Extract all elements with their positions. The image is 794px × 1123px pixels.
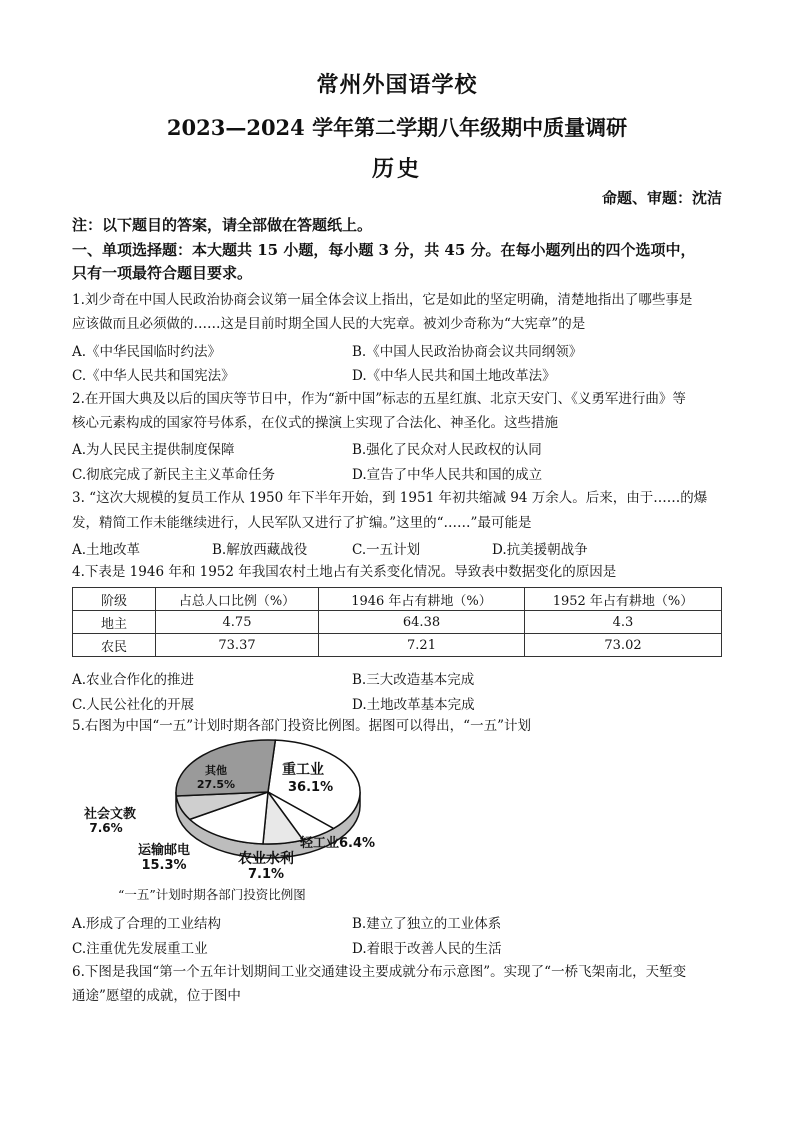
label-culture-value: 7.6%	[89, 821, 123, 835]
q1-option-a: A.《中华民国临时约法》	[72, 344, 222, 360]
table-cell: 地主	[73, 611, 156, 634]
table-cell: 64.38	[319, 611, 525, 634]
q2-stem-line2: 核心元素构成的国家符号体系，在仪式的操演上实现了合法化、神圣化。这些措施	[72, 415, 558, 431]
chart-caption: “一五”计划时期各部门投资比例图	[118, 887, 306, 902]
table-header-cell: 1946 年占有耕地（%）	[319, 588, 525, 611]
table-header-cell: 占总人口比例（%）	[156, 588, 319, 611]
investment-pie-chart	[68, 730, 408, 880]
q5-option-b: B.建立了独立的工业体系	[352, 916, 502, 932]
q2-option-d: D.宣告了中华人民共和国的成立	[352, 467, 543, 483]
section-heading-line2: 只有一项最符合题目要求。	[72, 264, 253, 282]
label-other-name: 其他	[205, 764, 227, 777]
table-cell: 7.21	[319, 634, 525, 657]
q3-option-a: A.土地改革	[72, 542, 141, 558]
label-agriculture-value: 7.1%	[247, 867, 285, 880]
label-transport-value: 15.3%	[141, 858, 187, 873]
q3-stem-line2: 发，精简工作未能继续进行，人民军队又进行了扩编。”这里的“……”最可能是	[72, 515, 532, 531]
table-cell: 4.75	[156, 611, 319, 634]
q5-option-c: C.注重优先发展重工业	[72, 941, 208, 957]
q4-option-b: B.三大改造基本完成	[352, 672, 475, 688]
subject-title: 历史	[371, 156, 422, 182]
q1-option-c: C.《中华人民共和国宪法》	[72, 368, 235, 384]
label-other-value: 27.5%	[196, 778, 236, 791]
school-name: 常州外国语学校	[316, 72, 478, 98]
q1-option-d: D.《中华人民共和国土地改革法》	[352, 368, 556, 384]
land-table	[72, 587, 722, 657]
q5-option-d: D.着眼于改善人民的生活	[352, 941, 502, 957]
q2-option-b: B.强化了民众对人民政权的认同	[352, 442, 542, 458]
table-cell: 73.37	[156, 634, 319, 657]
table-row	[73, 611, 722, 634]
table-row	[73, 634, 722, 657]
table-cell: 73.02	[525, 634, 722, 657]
label-culture-name: 社会文教	[83, 807, 137, 822]
q2-option-c: C.彻底完成了新民主主义革命任务	[72, 467, 276, 483]
label-agriculture-name: 农业水利	[238, 851, 294, 867]
label-transport-name: 运输邮电	[137, 843, 191, 858]
q3-option-d: D.抗美援朝战争	[492, 542, 588, 558]
q3-option-b: B.解放西藏战役	[212, 542, 308, 558]
table-header-cell: 1952 年占有耕地（%）	[525, 588, 722, 611]
q5-stem: 5.右图为中国“一五”计划时期各部门投资比例图。据图可以得出，“一五”计划	[72, 718, 531, 734]
table-header-cell: 阶级	[73, 588, 156, 611]
table-cell: 4.3	[525, 611, 722, 634]
q3-option-c: C.一五计划	[352, 542, 421, 558]
q2-stem-line1: 2.在开国大典及以后的国庆等节日中，作为“新中国”标志的五星红旗、北京天安门、《义勇军进行曲》等	[72, 391, 686, 407]
table-header-row	[73, 588, 722, 611]
q4-option-a: A.农业合作化的推进	[72, 672, 195, 688]
section-heading-line1: 一、单项选择题：本大题共 15 小题，每小题 3 分，共 45 分。在每小题列出的四个选项中，	[72, 241, 696, 259]
q4-option-d: D.土地改革基本完成	[352, 697, 475, 713]
q1-stem-line2: 应该做而且必须做的……这是目前时期全国人民的大宪章。被刘少奇称为“大宪章”的是	[72, 316, 586, 332]
q4-option-c: C.人民公社化的开展	[72, 697, 195, 713]
author-line: 命题、审题：沈洁	[601, 189, 722, 207]
note-line: 注：以下题目的答案，请全部做在答题纸上。	[72, 216, 373, 234]
label-light-industry: 轻工业6.4%	[300, 836, 376, 851]
q6-stem-line1: 6.下图是我国“第一个五年计划期间工业交通建设主要成就分布示意图”。实现了“一桥飞架南北，天堑变	[72, 964, 687, 980]
table-cell: 农民	[73, 634, 156, 657]
q4-stem: 4.下表是 1946 年和 1952 年我国农村土地占有关系变化情况。导致表中数据变化的原因是	[72, 564, 617, 580]
exam-title: 2023—2024 学年第二学期八年级期中质量调研	[166, 115, 628, 140]
q3-stem-line1: 3. “这次大规模的复员工作从 1950 年下半年开始，到 1951 年初共缩减 94 万余人。后来，由于……的爆	[72, 490, 708, 506]
label-heavy-industry-name: 重工业	[282, 762, 324, 778]
q1-stem-line1: 1.刘少奇在中国人民政治协商会议第一届全体会议上指出，它是如此的坚定明确，清楚地指出了哪些事是	[72, 292, 693, 308]
label-heavy-industry-value: 36.1%	[288, 780, 334, 795]
q1-option-b: B.《中国人民政治协商会议共同纲领》	[352, 344, 583, 360]
q2-option-a: A.为人民民主提供制度保障	[72, 442, 235, 458]
q6-stem-line2: 通途”愿望的成就，位于图中	[72, 988, 241, 1004]
q5-option-a: A.形成了合理的工业结构	[72, 916, 222, 932]
